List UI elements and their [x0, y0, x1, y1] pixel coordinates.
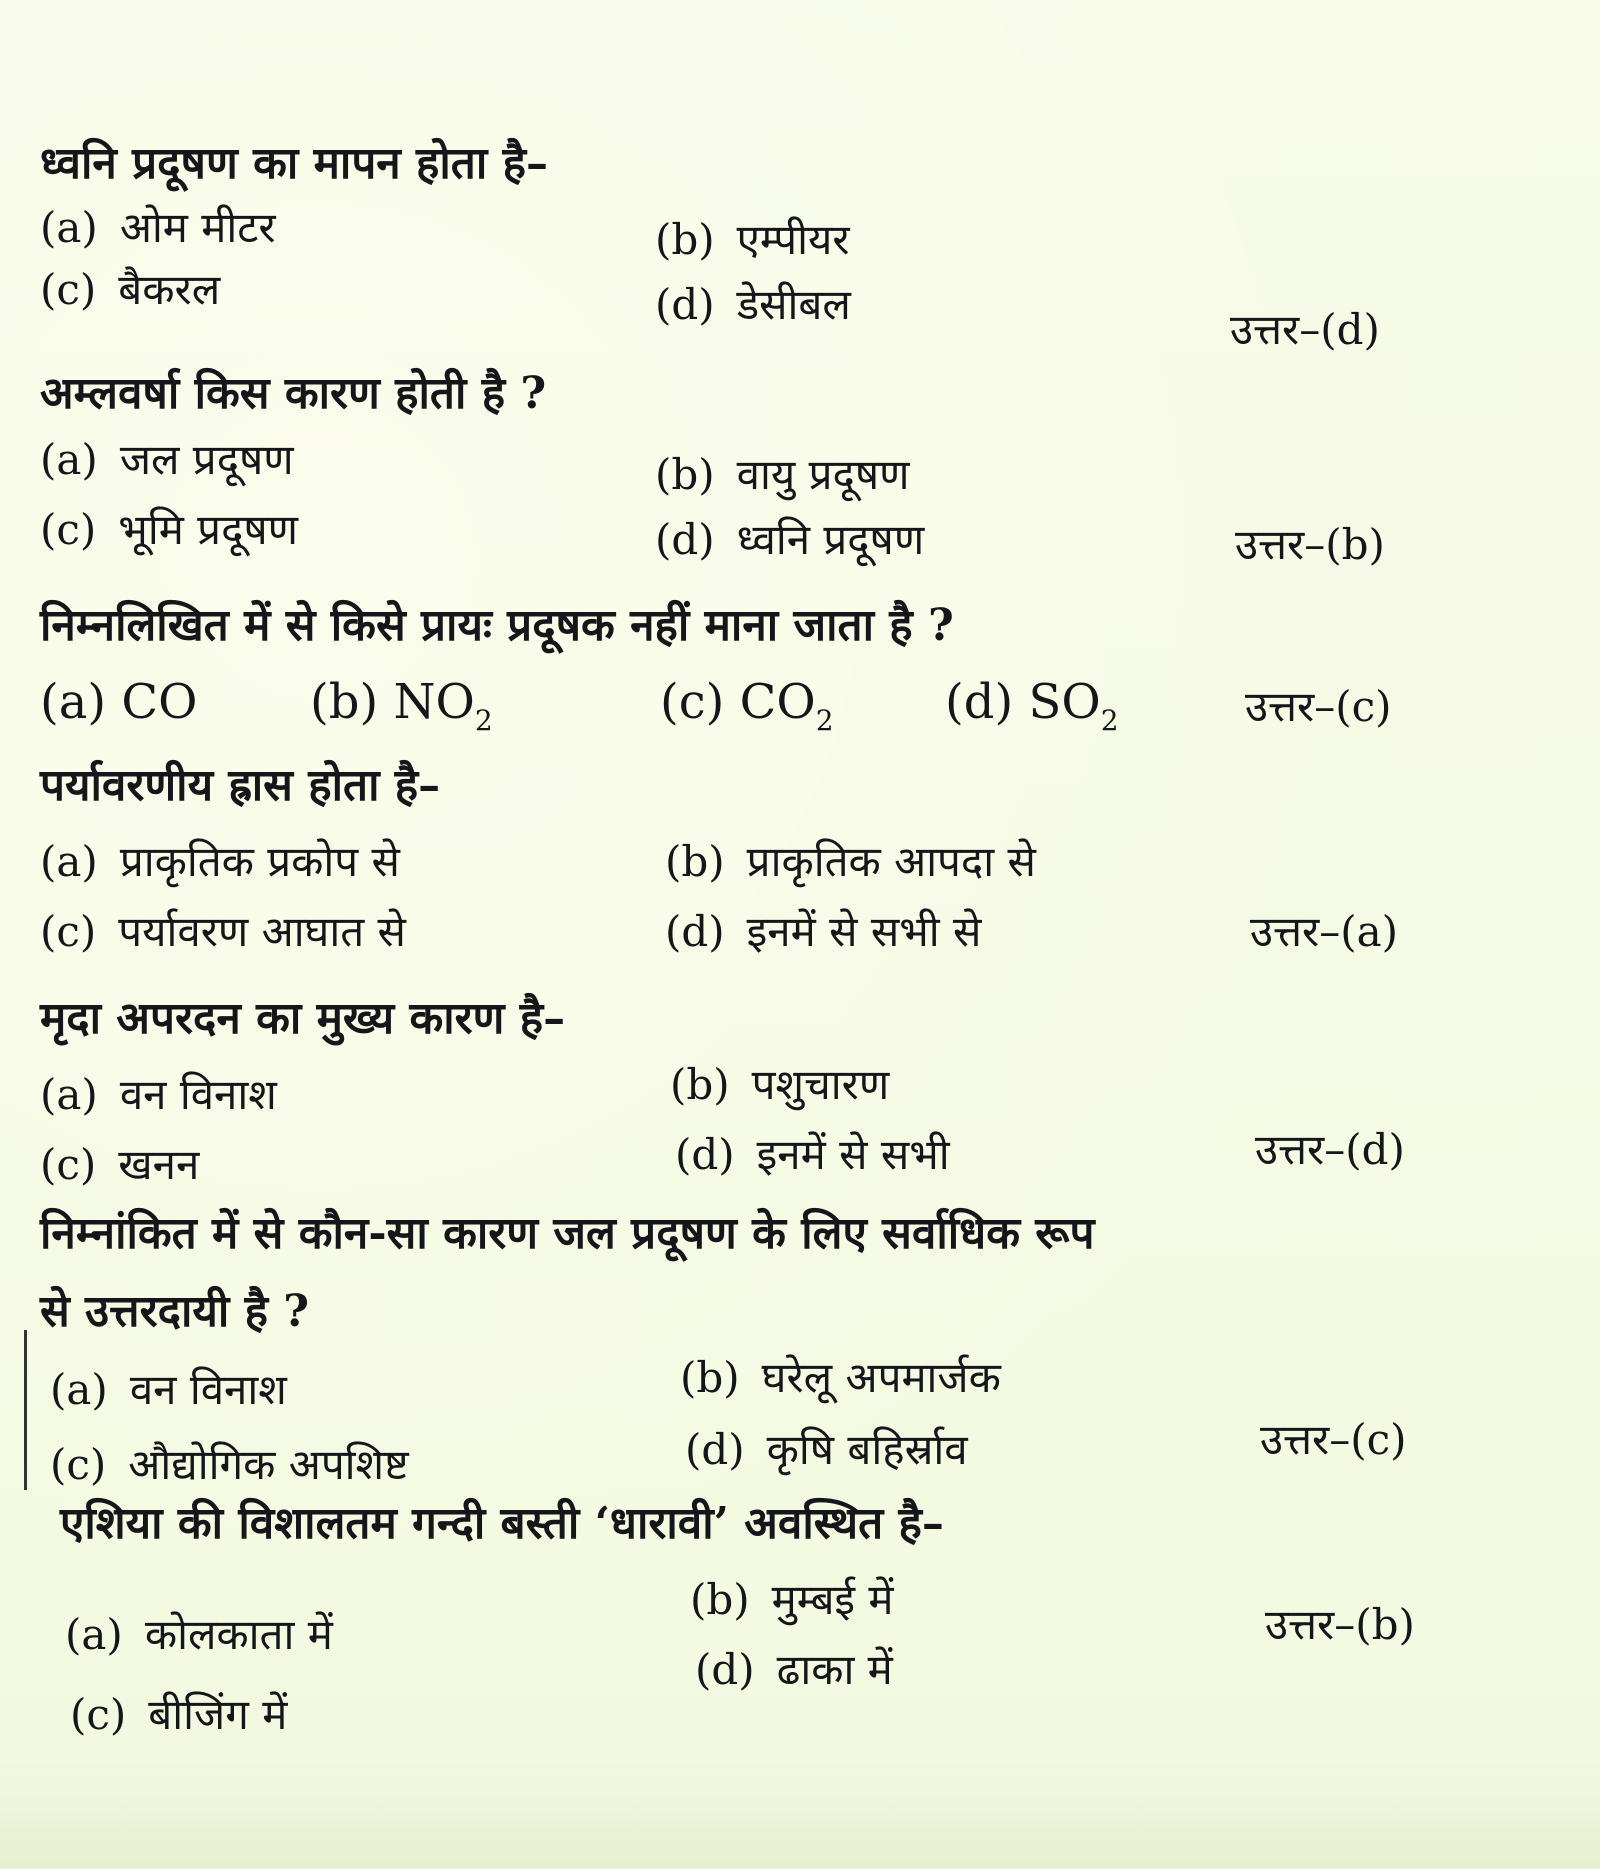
- option-b: (b) प्राकृतिक आपदा से: [665, 837, 1036, 886]
- question-text: मृदा अपरदन का मुख्य कारण है–: [40, 993, 566, 1044]
- answer-label: उत्तर–(d): [1230, 305, 1380, 354]
- option-a: (a) वन विनाश: [40, 1070, 277, 1119]
- question-text: पर्यावरणीय ह्रास होता है–: [40, 760, 441, 811]
- answer-label: उत्तर–(d): [1255, 1125, 1405, 1174]
- answer-label: उत्तर–(b): [1235, 520, 1385, 569]
- option-b: (b) मुम्बई में: [690, 1575, 894, 1624]
- option-d: (d) ध्वनि प्रदूषण: [655, 515, 925, 564]
- option-c: (c) खनन: [40, 1140, 200, 1189]
- answer-label: उत्तर–(b): [1265, 1600, 1415, 1649]
- answer-label: उत्तर–(c): [1260, 1415, 1407, 1464]
- option-d: (d) डेसीबल: [655, 280, 851, 329]
- option-c: (c) औद्योगिक अपशिष्ट: [50, 1440, 409, 1489]
- question-text: एशिया की विशालतम गन्दी बस्ती ‘धारावी’ अवस्थित है–: [60, 1498, 944, 1549]
- option-a: (a) कोलकाता में: [65, 1610, 333, 1659]
- option-c: (c) $CO_2$: [660, 674, 834, 737]
- question-text-line-1: निम्नांकित में से कौन-सा कारण जल प्रदूषण के लिए सर्वाधिक रूप: [40, 1208, 1095, 1259]
- question-1: [40, 130, 1440, 360]
- question-7: [40, 1490, 1440, 1760]
- option-c: (c) पर्यावरण आघात से: [40, 907, 406, 956]
- page-shadow: [0, 1759, 1600, 1869]
- option-b: (b) एम्पीयर: [655, 215, 850, 264]
- option-d: (d) $SO_2$: [945, 674, 1119, 737]
- answer-label: उत्तर–(a): [1250, 907, 1399, 956]
- option-d: (d) कृषि बहिर्स्राव: [685, 1425, 968, 1474]
- option-c: (c) बीजिंग में: [70, 1690, 288, 1739]
- question-4: [40, 752, 1440, 972]
- option-d: (d) इनमें से सभी से: [665, 907, 982, 956]
- option-a: (a) CO: [40, 674, 198, 730]
- question-text: निम्नलिखित में से किसे प्रायः प्रदूषक नहीं माना जाता है ?: [40, 600, 954, 651]
- question-5: [40, 985, 1440, 1205]
- margin-mark: [24, 1330, 27, 1490]
- question-6: [40, 1200, 1440, 1489]
- answer-label: उत्तर–(c): [1245, 682, 1392, 731]
- option-a: (a) प्राकृतिक प्रकोप से: [40, 837, 400, 886]
- option-c: (c) बैकरल: [40, 265, 221, 314]
- question-3: [40, 592, 1440, 752]
- option-b: (b) वायु प्रदूषण: [655, 450, 910, 499]
- question-text: अम्लवर्षा किस कारण होती है ?: [40, 368, 547, 419]
- option-a: (a) वन विनाश: [50, 1365, 287, 1414]
- option-a: (a) जल प्रदूषण: [40, 435, 294, 484]
- option-b: (b) घरेलू अपमार्जक: [680, 1353, 1001, 1402]
- question-text-line-2: से उत्तरदायी है ?: [40, 1286, 310, 1337]
- option-a: (a) ओम मीटर: [40, 203, 276, 252]
- option-d: (d) इनमें से सभी: [675, 1130, 950, 1179]
- question-text: ध्वनि प्रदूषण का मापन होता है–: [40, 138, 548, 189]
- option-b: (b) पशुचारण: [670, 1060, 890, 1109]
- option-c: (c) भूमि प्रदूषण: [40, 505, 299, 554]
- option-b: (b) $NO_2$: [310, 674, 493, 737]
- option-d: (d) ढाका में: [695, 1645, 893, 1694]
- question-2: [40, 360, 1440, 590]
